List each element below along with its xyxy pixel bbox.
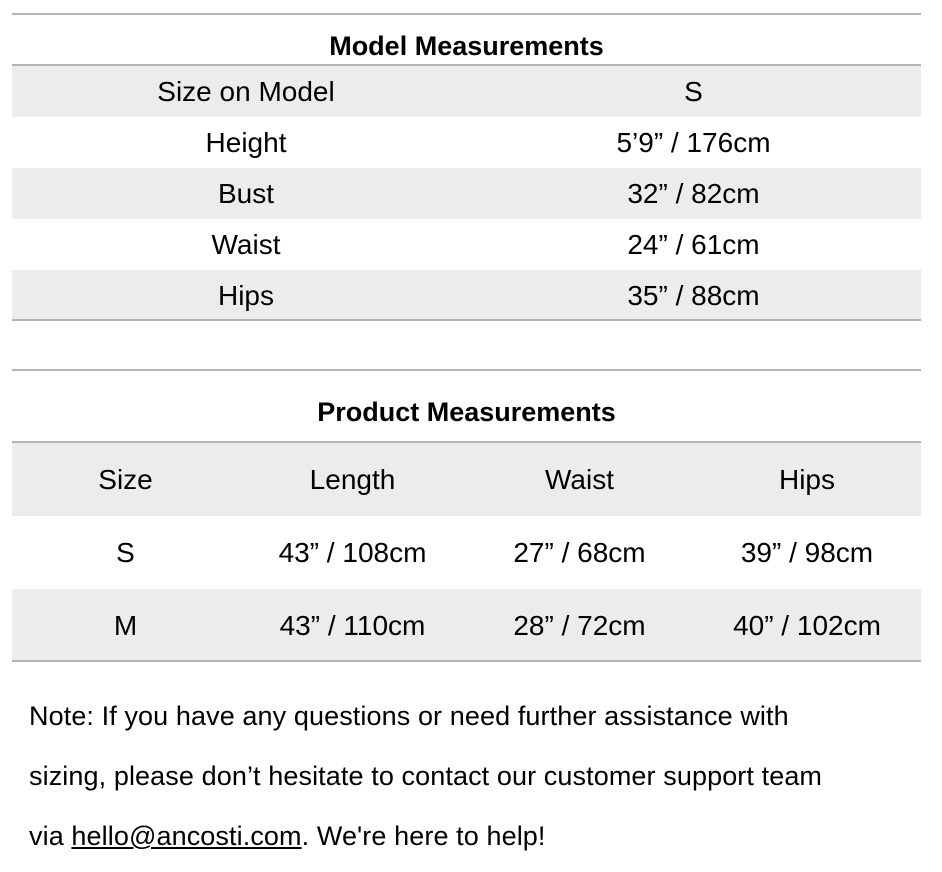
product-row-m	[12, 589, 921, 661]
model-row-label: Height	[205, 127, 287, 158]
model-table-top-rule	[12, 13, 921, 15]
model-row-hips	[12, 270, 921, 320]
model-row-label: Hips	[217, 280, 274, 311]
product-header-length: Length	[309, 464, 396, 495]
product-table-bottom-rule	[12, 660, 921, 662]
model-row-waist	[12, 219, 921, 270]
note-prefix: via	[29, 821, 72, 851]
product-cell-waist: 28” / 72cm	[513, 610, 646, 641]
model-row-label: Waist	[211, 229, 281, 260]
product-cell-size: M	[113, 610, 138, 641]
note-line-3	[29, 806, 929, 866]
support-note	[29, 686, 929, 866]
model-row-label: Bust	[217, 178, 275, 209]
model-table-bottom-rule	[12, 319, 921, 321]
product-table-title: Product Measurements	[317, 397, 616, 427]
note-suffix: . We're here to help!	[301, 821, 546, 851]
model-row-value: S	[684, 76, 703, 107]
model-row-label: Size on Model	[157, 76, 335, 107]
model-row-size	[12, 66, 921, 117]
product-cell-size: S	[116, 537, 135, 568]
model-table-title: Model Measurements	[329, 31, 604, 61]
product-cell-length: 43” / 110cm	[279, 610, 426, 641]
product-header-hips: Hips	[778, 464, 835, 495]
model-row-value: 5’9” / 176cm	[616, 127, 771, 158]
model-row-value: 32” / 82cm	[627, 178, 760, 209]
product-header-size: Size	[98, 464, 153, 495]
product-row-s	[12, 516, 921, 589]
product-header-row	[12, 443, 921, 516]
model-row-bust	[12, 168, 921, 219]
model-row-value: 35” / 88cm	[627, 280, 760, 311]
model-row-value: 24” / 61cm	[627, 229, 760, 260]
product-cell-hips: 40” / 102cm	[733, 610, 881, 641]
product-cell-waist: 27” / 68cm	[513, 537, 646, 568]
product-cell-length: 43” / 108cm	[278, 537, 427, 568]
model-row-height	[12, 117, 921, 168]
support-email-link[interactable]: hello@ancosti.com	[71, 821, 302, 851]
product-header-waist: Waist	[545, 464, 614, 495]
product-cell-hips: 39” / 98cm	[740, 537, 874, 568]
product-table-top-rule	[12, 369, 921, 371]
note-line-1: Note: If you have any questions or need further assistance with	[29, 701, 789, 731]
note-line-2: sizing, please don’t hesitate to contact our customer support team	[29, 761, 823, 791]
